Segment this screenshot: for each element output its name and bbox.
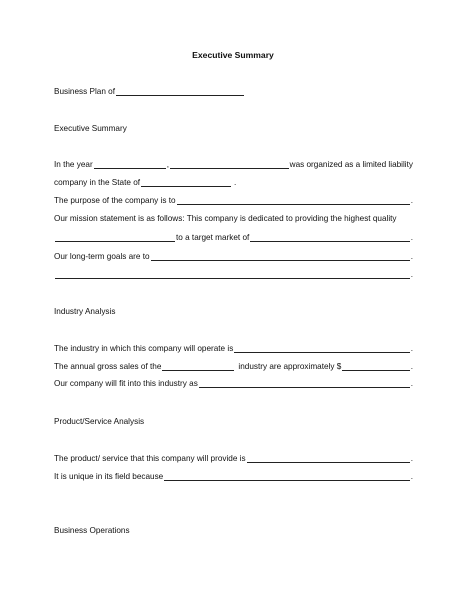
- purpose-label: The purpose of the company is to: [54, 196, 176, 205]
- year-comma: ,: [166, 160, 169, 169]
- goals-row: [54, 253, 413, 261]
- purpose-row: [54, 197, 413, 205]
- state-field[interactable]: [141, 180, 231, 187]
- goals-period: .: [410, 252, 413, 261]
- goals-continuation-row: [54, 271, 413, 279]
- purpose-field[interactable]: [177, 198, 410, 205]
- product-field[interactable]: [247, 456, 410, 463]
- business-operations-heading: Business Operations: [54, 526, 130, 535]
- state-label: company in the State of: [54, 178, 141, 187]
- industry-fit-field[interactable]: [199, 381, 410, 388]
- year-field[interactable]: [94, 162, 166, 169]
- business-plan-of-label: Business Plan of: [54, 87, 115, 96]
- industry-field[interactable]: [234, 346, 409, 353]
- gross-sales-row: [54, 363, 413, 371]
- target-market-field[interactable]: [250, 235, 409, 242]
- company-name-field[interactable]: [170, 162, 289, 169]
- industry-fit-period: .: [410, 379, 413, 388]
- approximately-label: industry are approximately $: [238, 362, 342, 371]
- product-provide-label: The product/ service that this company will provide is: [54, 454, 246, 463]
- year-label: In the year: [54, 160, 93, 169]
- industry-analysis-heading: Industry Analysis: [54, 307, 116, 316]
- gross-sales-period: .: [410, 362, 413, 371]
- organized-label: was organized as a limited liability: [289, 160, 413, 169]
- year-row: [54, 161, 413, 169]
- business-name-field[interactable]: [116, 89, 244, 96]
- document-title: Executive Summary: [192, 50, 274, 60]
- goals-field[interactable]: [151, 254, 410, 261]
- product-provide-period: .: [410, 454, 413, 463]
- product-provide-row: [54, 455, 413, 463]
- unique-row: [54, 473, 413, 481]
- industry-operate-label: The industry in which this company will operate is: [54, 344, 234, 353]
- mission-statement-text: Our mission statement is as follows: This company is dedicated to providing the highest quality: [54, 214, 397, 223]
- goals-label: Our long-term goals are to: [54, 252, 150, 261]
- state-period: .: [234, 178, 237, 187]
- gross-sales-label: The annual gross sales of the: [54, 362, 162, 371]
- unique-field[interactable]: [164, 474, 409, 481]
- industry-fit-row: [54, 380, 413, 388]
- purpose-period: .: [410, 196, 413, 205]
- gross-sales-amount-field[interactable]: [342, 364, 409, 371]
- industry-operate-row: [54, 345, 413, 353]
- industry-fit-label: Our company will fit into this industry as: [54, 379, 198, 388]
- goals-continuation-field[interactable]: [55, 272, 410, 279]
- unique-label: It is unique in its field because: [54, 472, 164, 481]
- business-plan-of-row: [54, 88, 245, 96]
- target-market-row: [54, 234, 413, 242]
- target-market-period: .: [410, 233, 413, 242]
- state-row: [54, 179, 236, 187]
- target-market-label: to a target market of: [176, 233, 250, 242]
- unique-period: .: [410, 472, 413, 481]
- product-service-heading: Product/Service Analysis: [54, 417, 145, 426]
- goals-continuation-period: .: [410, 270, 413, 279]
- industry-name-field[interactable]: [162, 364, 234, 371]
- industry-operate-period: .: [410, 344, 413, 353]
- quality-field[interactable]: [55, 235, 175, 242]
- executive-summary-heading: Executive Summary: [54, 124, 127, 133]
